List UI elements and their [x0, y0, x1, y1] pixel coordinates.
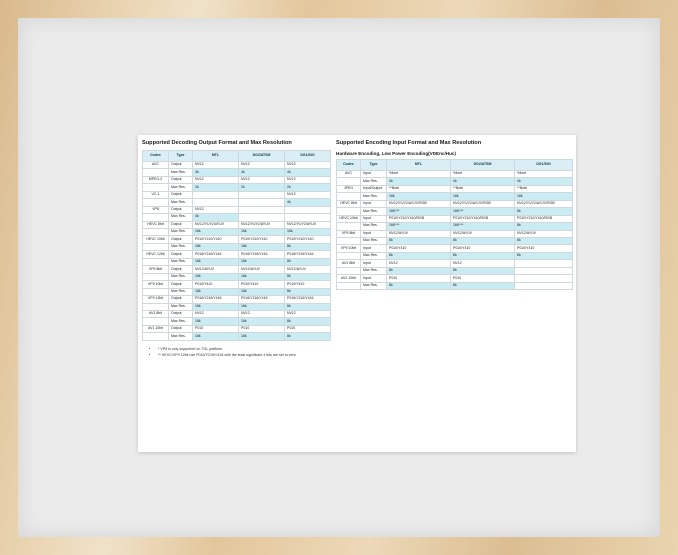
table-row: [337, 170, 573, 177]
cell-dg2: P010/Y210/Y410: [239, 236, 285, 243]
cell-codec: [337, 208, 361, 215]
cell-type: Output: [169, 296, 193, 303]
cell-mtl: 4k: [387, 178, 451, 185]
cell-mtl: P010/Y210/Y410: [193, 236, 239, 243]
cell-type: Input: [361, 275, 387, 282]
table-row: [337, 275, 573, 282]
cell-dg2: NV12: [239, 176, 285, 183]
cell-mtl: 8k: [387, 267, 451, 274]
cell-dg1: [515, 275, 573, 282]
frame-mat: [18, 18, 660, 537]
cell-codec: [143, 333, 169, 340]
cell-dg2: 16k: [451, 193, 515, 200]
cell-codec: [143, 288, 169, 295]
cell-codec: VP9 10bit: [337, 245, 361, 252]
cell-dg2: 16k: [239, 303, 285, 310]
table-row: [337, 200, 573, 207]
cell-type: Output: [169, 221, 193, 228]
cell-codec: [143, 184, 169, 191]
footnote-item: • ** HEVC/VP9 12bit use P016/Y216/Y416 with the least significant 4 bits are set to zero: [158, 353, 576, 357]
table-row: [143, 206, 331, 213]
cell-type: Max Res.: [169, 258, 193, 265]
table-row: [337, 238, 573, 245]
footnote-list: [152, 347, 576, 358]
cell-mtl: 8k: [387, 238, 451, 245]
cell-dg2: 16k: [239, 243, 285, 250]
cell-mtl: 16k: [193, 333, 239, 340]
cell-codec: [337, 193, 361, 200]
cell-type: Max Res.: [169, 199, 193, 206]
cell-type: Max Res.: [169, 333, 193, 340]
table-row: [337, 215, 573, 222]
cell-mtl: 16k: [193, 303, 239, 310]
column-header-dg1: DG1/SGI: [285, 151, 331, 162]
document-card: [138, 135, 576, 452]
table-row: [143, 221, 331, 228]
cell-dg2: 16k: [239, 258, 285, 265]
cell-dg1: [515, 267, 573, 274]
cell-mtl: P010/Y410: [193, 281, 239, 288]
cell-dg1: 16k: [285, 229, 331, 236]
table-row: [143, 251, 331, 258]
cell-codec: [337, 178, 361, 185]
cell-dg1: 8k: [285, 303, 331, 310]
cell-dg1: **Note: [515, 185, 573, 192]
cell-dg1: [515, 282, 573, 289]
cell-codec: AV1 10bit: [143, 325, 169, 332]
cell-type: Max Res.: [361, 282, 387, 289]
decoding-table-body: [143, 161, 331, 340]
cell-codec: [143, 229, 169, 236]
tables-container: [138, 135, 576, 341]
table-row: [337, 208, 573, 215]
cell-mtl: 8k: [387, 282, 451, 289]
cell-mtl: 16k: [193, 258, 239, 265]
column-header-dg2: DG2/ATSM: [239, 151, 285, 162]
table-row: [143, 199, 331, 206]
cell-dg2: 8k: [451, 282, 515, 289]
cell-codec: HEVC 10bit: [337, 215, 361, 222]
table-row: [337, 230, 573, 237]
cell-mtl: 4k: [193, 214, 239, 221]
cell-dg1: 8k: [285, 258, 331, 265]
cell-mtl: P010: [193, 325, 239, 332]
cell-dg2: P010/Y410: [451, 245, 515, 252]
cell-dg1: 4k: [285, 199, 331, 206]
table-row: [143, 258, 331, 265]
cell-mtl: 16k: [193, 318, 239, 325]
footnote-item: • * VP8 is only supported on TGL platform: [158, 347, 576, 351]
cell-mtl: 16K***: [387, 208, 451, 215]
cell-type: Input: [361, 200, 387, 207]
cell-dg1: NV12: [285, 191, 331, 198]
cell-dg1: NV12/AYUV: [515, 230, 573, 237]
cell-type: Output: [169, 206, 193, 213]
cell-type: Output: [169, 161, 193, 168]
cell-dg1: NV12/YUY2/AYUV: [285, 221, 331, 228]
cell-type: Output: [169, 176, 193, 183]
cell-type: Input: [361, 230, 387, 237]
table-row: [143, 176, 331, 183]
table-row: [143, 229, 331, 236]
table-row: [337, 282, 573, 289]
cell-mtl: 16k: [387, 193, 451, 200]
cell-dg1: NV12: [285, 176, 331, 183]
encoding-panel: [334, 135, 576, 290]
cell-dg1: NV12/YUY2/AYUV/RGB: [515, 200, 573, 207]
cell-dg2: 16k: [239, 273, 285, 280]
cell-mtl: 16k: [193, 229, 239, 236]
table-row: [143, 273, 331, 280]
cell-type: Input/Output: [361, 185, 387, 192]
cell-dg1: 8k: [285, 288, 331, 295]
cell-type: Max Res.: [361, 208, 387, 215]
table-row: [337, 223, 573, 230]
table-row: [337, 267, 573, 274]
cell-dg1: 4k: [515, 178, 573, 185]
encoding-panel-subtitle: Hardware Encoding, Low Power Encoding(VDEnc/Huc): [336, 151, 456, 157]
table-row: [143, 325, 331, 332]
cell-mtl: NV12/YUY2/AYUV/RGB: [387, 200, 451, 207]
cell-type: Max Res.: [361, 267, 387, 274]
cell-mtl: [193, 191, 239, 198]
encoding-table-body: [337, 170, 573, 289]
cell-mtl: NV12: [387, 260, 451, 267]
column-header-dg1: DG1/SGI: [515, 160, 573, 171]
table-row: [143, 236, 331, 243]
cell-codec: [143, 273, 169, 280]
cell-type: Input: [361, 170, 387, 177]
cell-type: Max Res.: [169, 273, 193, 280]
footnotes: [138, 341, 576, 358]
cell-dg1: [515, 260, 573, 267]
cell-dg1: 4k: [285, 169, 331, 176]
cell-type: Max Res.: [361, 238, 387, 245]
cell-type: Max Res.: [169, 169, 193, 176]
decoding-panel: [138, 135, 334, 341]
cell-dg1: 8k: [515, 208, 573, 215]
cell-dg1: 8k: [515, 252, 573, 259]
encoding-table-header-row: [337, 160, 573, 171]
cell-dg1: P010/Y210/Y410/RGB: [515, 215, 573, 222]
cell-mtl: NV12/AYUV: [193, 266, 239, 273]
cell-mtl: NV12: [193, 176, 239, 183]
cell-type: Max Res.: [169, 243, 193, 250]
cell-mtl: 16k: [193, 243, 239, 250]
cell-mtl: NV12: [193, 206, 239, 213]
table-row: [143, 214, 331, 221]
cell-dg1: NV12: [285, 161, 331, 168]
cell-dg1: P010: [285, 325, 331, 332]
cell-mtl: P016/Y216/Y416: [193, 251, 239, 258]
cell-type: Output: [169, 281, 193, 288]
cell-dg2: **Note: [451, 185, 515, 192]
cell-type: Input: [361, 215, 387, 222]
cell-codec: [337, 267, 361, 274]
cell-dg1: 8k: [285, 318, 331, 325]
cell-dg2: 8k: [451, 238, 515, 245]
table-row: [143, 184, 331, 191]
cell-mtl: P016/Y216/Y416: [193, 296, 239, 303]
cell-mtl: P010/Y210/Y410/RGB: [387, 215, 451, 222]
cell-mtl: P010/Y410: [387, 245, 451, 252]
cell-dg2: NV12/AYUV: [239, 266, 285, 273]
cell-codec: HEVC 10bit: [143, 236, 169, 243]
cell-mtl: 2k: [193, 184, 239, 191]
column-header-dg2: DG2/ATSM: [451, 160, 515, 171]
cell-dg1: NV12/AYUV: [285, 266, 331, 273]
cell-dg2: P010: [451, 275, 515, 282]
table-row: [143, 266, 331, 273]
cell-dg2: NV12: [451, 260, 515, 267]
cell-dg1: 8k: [285, 273, 331, 280]
cell-codec: JPEG: [337, 185, 361, 192]
cell-type: Output: [169, 236, 193, 243]
column-header-codec: Codec: [143, 151, 169, 162]
cell-dg2: 16k: [239, 288, 285, 295]
cell-codec: AV1 8bit: [337, 260, 361, 267]
cell-mtl: NV12: [193, 161, 239, 168]
cell-mtl: NV12/YUY2/AYUV: [193, 221, 239, 228]
cell-type: Output: [169, 310, 193, 317]
cell-type: Max Res.: [169, 184, 193, 191]
cell-type: Max Res.: [361, 223, 387, 230]
table-row: [143, 310, 331, 317]
table-row: [143, 169, 331, 176]
cell-codec: [143, 214, 169, 221]
cell-type: Max Res.: [169, 303, 193, 310]
cell-dg1: P010/Y410: [515, 245, 573, 252]
column-header-mtl: MTL: [387, 160, 451, 171]
cell-type: Output: [169, 191, 193, 198]
cell-mtl: 4k: [193, 169, 239, 176]
column-header-type: Type: [361, 160, 387, 171]
cell-dg1: P016/Y216/Y416: [285, 251, 331, 258]
table-row: [337, 178, 573, 185]
cell-mtl: **Note: [387, 185, 451, 192]
cell-codec: MPEG-2: [143, 176, 169, 183]
cell-dg2: 16K***: [451, 223, 515, 230]
cell-dg2: 8k: [451, 267, 515, 274]
cell-type: Max Res.: [169, 229, 193, 236]
cell-dg2: P016/Y216/Y416: [239, 296, 285, 303]
table-row: [337, 245, 573, 252]
table-row: [143, 243, 331, 250]
column-header-codec: Codec: [337, 160, 361, 171]
encoding-table: [336, 159, 573, 290]
decoding-panel-title: Supported Decoding Output Format and Max Resolution: [142, 140, 292, 146]
cell-type: Input: [361, 245, 387, 252]
cell-dg2: P010/Y410: [239, 281, 285, 288]
cell-type: Max Res.: [361, 252, 387, 259]
cell-codec: HEVC 8bit: [143, 221, 169, 228]
cell-codec: [143, 258, 169, 265]
cell-dg2: NV12: [239, 161, 285, 168]
cell-dg2: 16k: [239, 229, 285, 236]
column-header-type: Type: [169, 151, 193, 162]
cell-dg2: P010: [239, 325, 285, 332]
table-row: [337, 185, 573, 192]
cell-codec: VP9 12bit: [143, 296, 169, 303]
cell-codec: VP9 8bit: [143, 266, 169, 273]
cell-codec: [143, 169, 169, 176]
cell-dg1: [285, 206, 331, 213]
cell-type: Max Res.: [361, 193, 387, 200]
cell-type: Max Res.: [169, 318, 193, 325]
table-row: [143, 296, 331, 303]
decoding-table: [142, 150, 331, 341]
cell-dg2: 4k: [451, 178, 515, 185]
table-row: [143, 161, 331, 168]
cell-codec: [143, 303, 169, 310]
cell-codec: AV1 10bit: [337, 275, 361, 282]
encoding-panel-title: Supported Encoding Input Format and Max Resolution: [336, 140, 482, 146]
cell-dg1: 8k: [285, 243, 331, 250]
cell-dg1: P010/Y410: [285, 281, 331, 288]
cell-type: Max Res.: [169, 288, 193, 295]
cell-dg2: 4k: [239, 169, 285, 176]
cell-mtl: NV12/AYUV: [387, 230, 451, 237]
cell-dg2: 16k: [239, 333, 285, 340]
table-row: [143, 191, 331, 198]
cell-codec: [337, 282, 361, 289]
cell-type: Max Res.: [361, 178, 387, 185]
cell-mtl: 16k: [193, 288, 239, 295]
cell-codec: VP9 8bit: [337, 230, 361, 237]
cell-codec: AVC: [337, 170, 361, 177]
cell-codec: HEVC 12bit: [143, 251, 169, 258]
table-row: [143, 333, 331, 340]
cell-type: Output: [169, 325, 193, 332]
cell-dg2: [239, 191, 285, 198]
cell-mtl: 16K***: [387, 223, 451, 230]
cell-type: Input: [361, 260, 387, 267]
cell-dg2: NV12/YUY2/AYUV: [239, 221, 285, 228]
cell-dg1: NV12: [285, 310, 331, 317]
table-row: [143, 288, 331, 295]
cell-codec: [337, 238, 361, 245]
cell-mtl: 16k: [193, 273, 239, 280]
table-row: [337, 252, 573, 259]
cell-dg2: NV12: [239, 310, 285, 317]
cell-codec: AV1 8bit: [143, 310, 169, 317]
cell-codec: [143, 318, 169, 325]
cell-codec: VP8: [143, 206, 169, 213]
cell-codec: AVC: [143, 161, 169, 168]
cell-mtl: P010: [387, 275, 451, 282]
cell-mtl: [193, 199, 239, 206]
cell-codec: [337, 223, 361, 230]
cell-codec: HEVC 8bit: [337, 200, 361, 207]
cell-dg2: NV12/AYUV: [451, 230, 515, 237]
cell-mtl: *More: [387, 170, 451, 177]
cell-codec: [337, 252, 361, 259]
table-row: [143, 318, 331, 325]
cell-dg2: 16K***: [451, 208, 515, 215]
cell-dg1: 16k: [515, 193, 573, 200]
cell-dg1: 8k: [515, 238, 573, 245]
cell-dg1: 2k: [285, 184, 331, 191]
table-row: [143, 303, 331, 310]
cell-dg2: [239, 199, 285, 206]
cell-dg1: 8k: [285, 333, 331, 340]
cell-dg2: P010/Y210/Y410/RGB: [451, 215, 515, 222]
cell-dg2: *More: [451, 170, 515, 177]
cell-mtl: NV12: [193, 310, 239, 317]
column-header-mtl: MTL: [193, 151, 239, 162]
cell-dg1: P010/Y210/Y410: [285, 236, 331, 243]
cell-dg2: 2k: [239, 184, 285, 191]
cell-dg2: P016/Y216/Y416: [239, 251, 285, 258]
cell-codec: [143, 199, 169, 206]
cell-codec: [143, 243, 169, 250]
table-row: [337, 193, 573, 200]
table-row: [337, 260, 573, 267]
table-row: [143, 281, 331, 288]
cell-dg1: [285, 214, 331, 221]
cell-dg1: P016/Y216/Y416: [285, 296, 331, 303]
cell-dg2: 16k: [239, 318, 285, 325]
cell-codec: VP9 10bit: [143, 281, 169, 288]
cell-type: Output: [169, 251, 193, 258]
cell-dg2: [239, 206, 285, 213]
cell-codec: VC-1: [143, 191, 169, 198]
cell-dg1: *More: [515, 170, 573, 177]
cell-dg2: 8k: [451, 252, 515, 259]
cell-mtl: 8k: [387, 252, 451, 259]
cell-dg2: [239, 214, 285, 221]
cell-dg2: NV12/YUY2/AYUV/RGB: [451, 200, 515, 207]
cell-type: Max Res.: [169, 214, 193, 221]
decoding-table-header-row: [143, 151, 331, 162]
cell-type: Output: [169, 266, 193, 273]
cell-dg1: 8k: [515, 223, 573, 230]
